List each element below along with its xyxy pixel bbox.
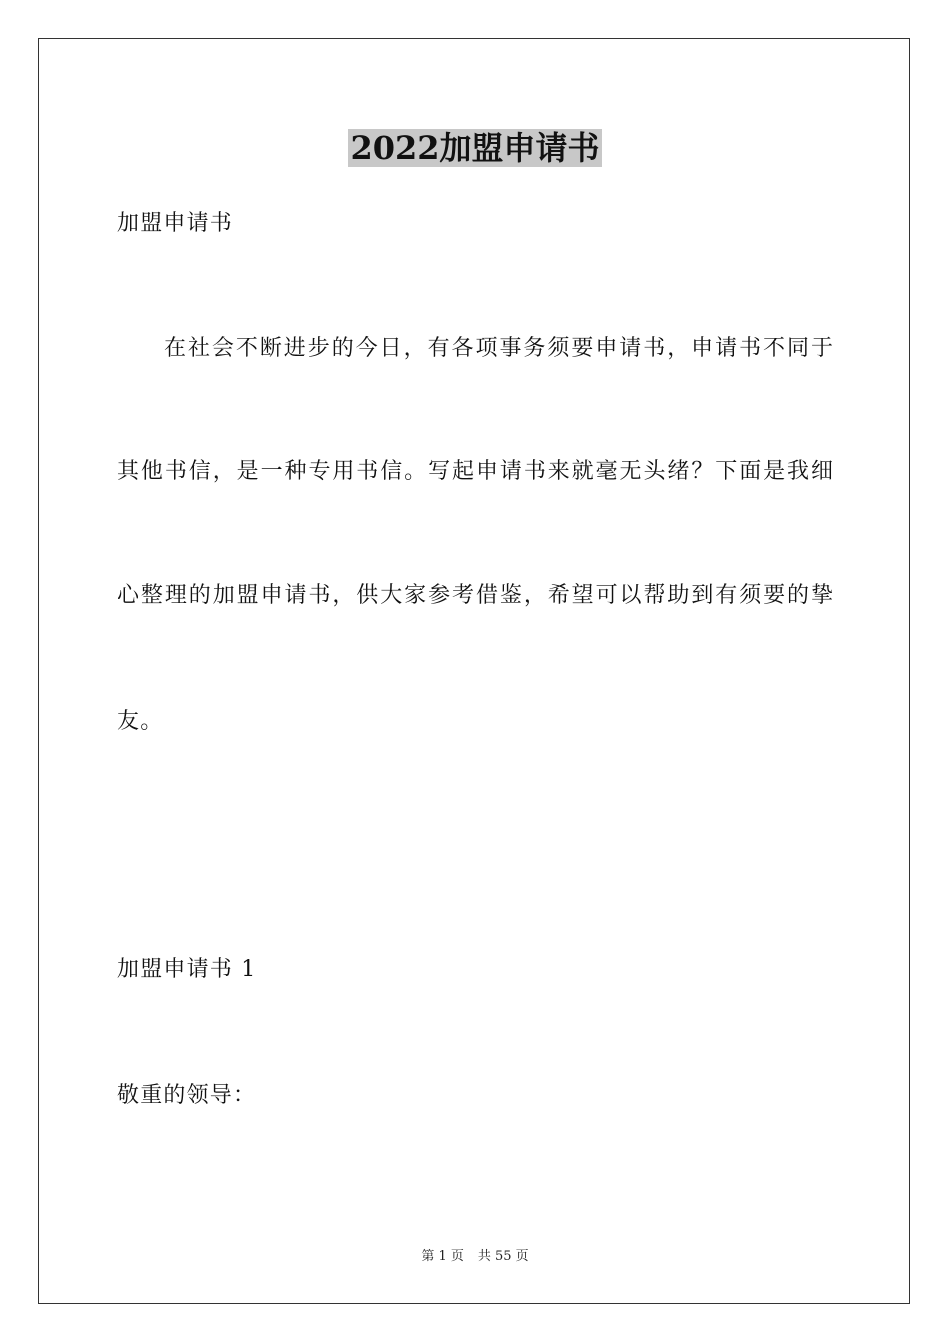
page-total: 共 55 页 — [477, 1249, 529, 1264]
document-title-text: 2022加盟申请书 — [350, 129, 600, 167]
section-heading: 加盟申请书 1 — [117, 957, 257, 982]
document-subtitle: 加盟申请书 — [117, 211, 234, 236]
page-footer — [0, 1248, 950, 1266]
document-title — [0, 126, 950, 170]
paragraph-line: 在社会不断进步的今日，有各项事务须要申请书，申请书不同于 — [164, 336, 833, 361]
page-number: 第 1 页 — [421, 1249, 464, 1264]
paragraph-line: 心整理的加盟申请书，供大家参考借鉴，希望可以帮助到有须要的挚 — [117, 583, 833, 608]
paragraph-line: 友。 — [117, 709, 164, 734]
salutation: 敬重的领导： — [117, 1083, 257, 1108]
paragraph-line: 其他书信，是一种专用书信。写起申请书来就毫无头绪？下面是我细 — [117, 459, 833, 484]
